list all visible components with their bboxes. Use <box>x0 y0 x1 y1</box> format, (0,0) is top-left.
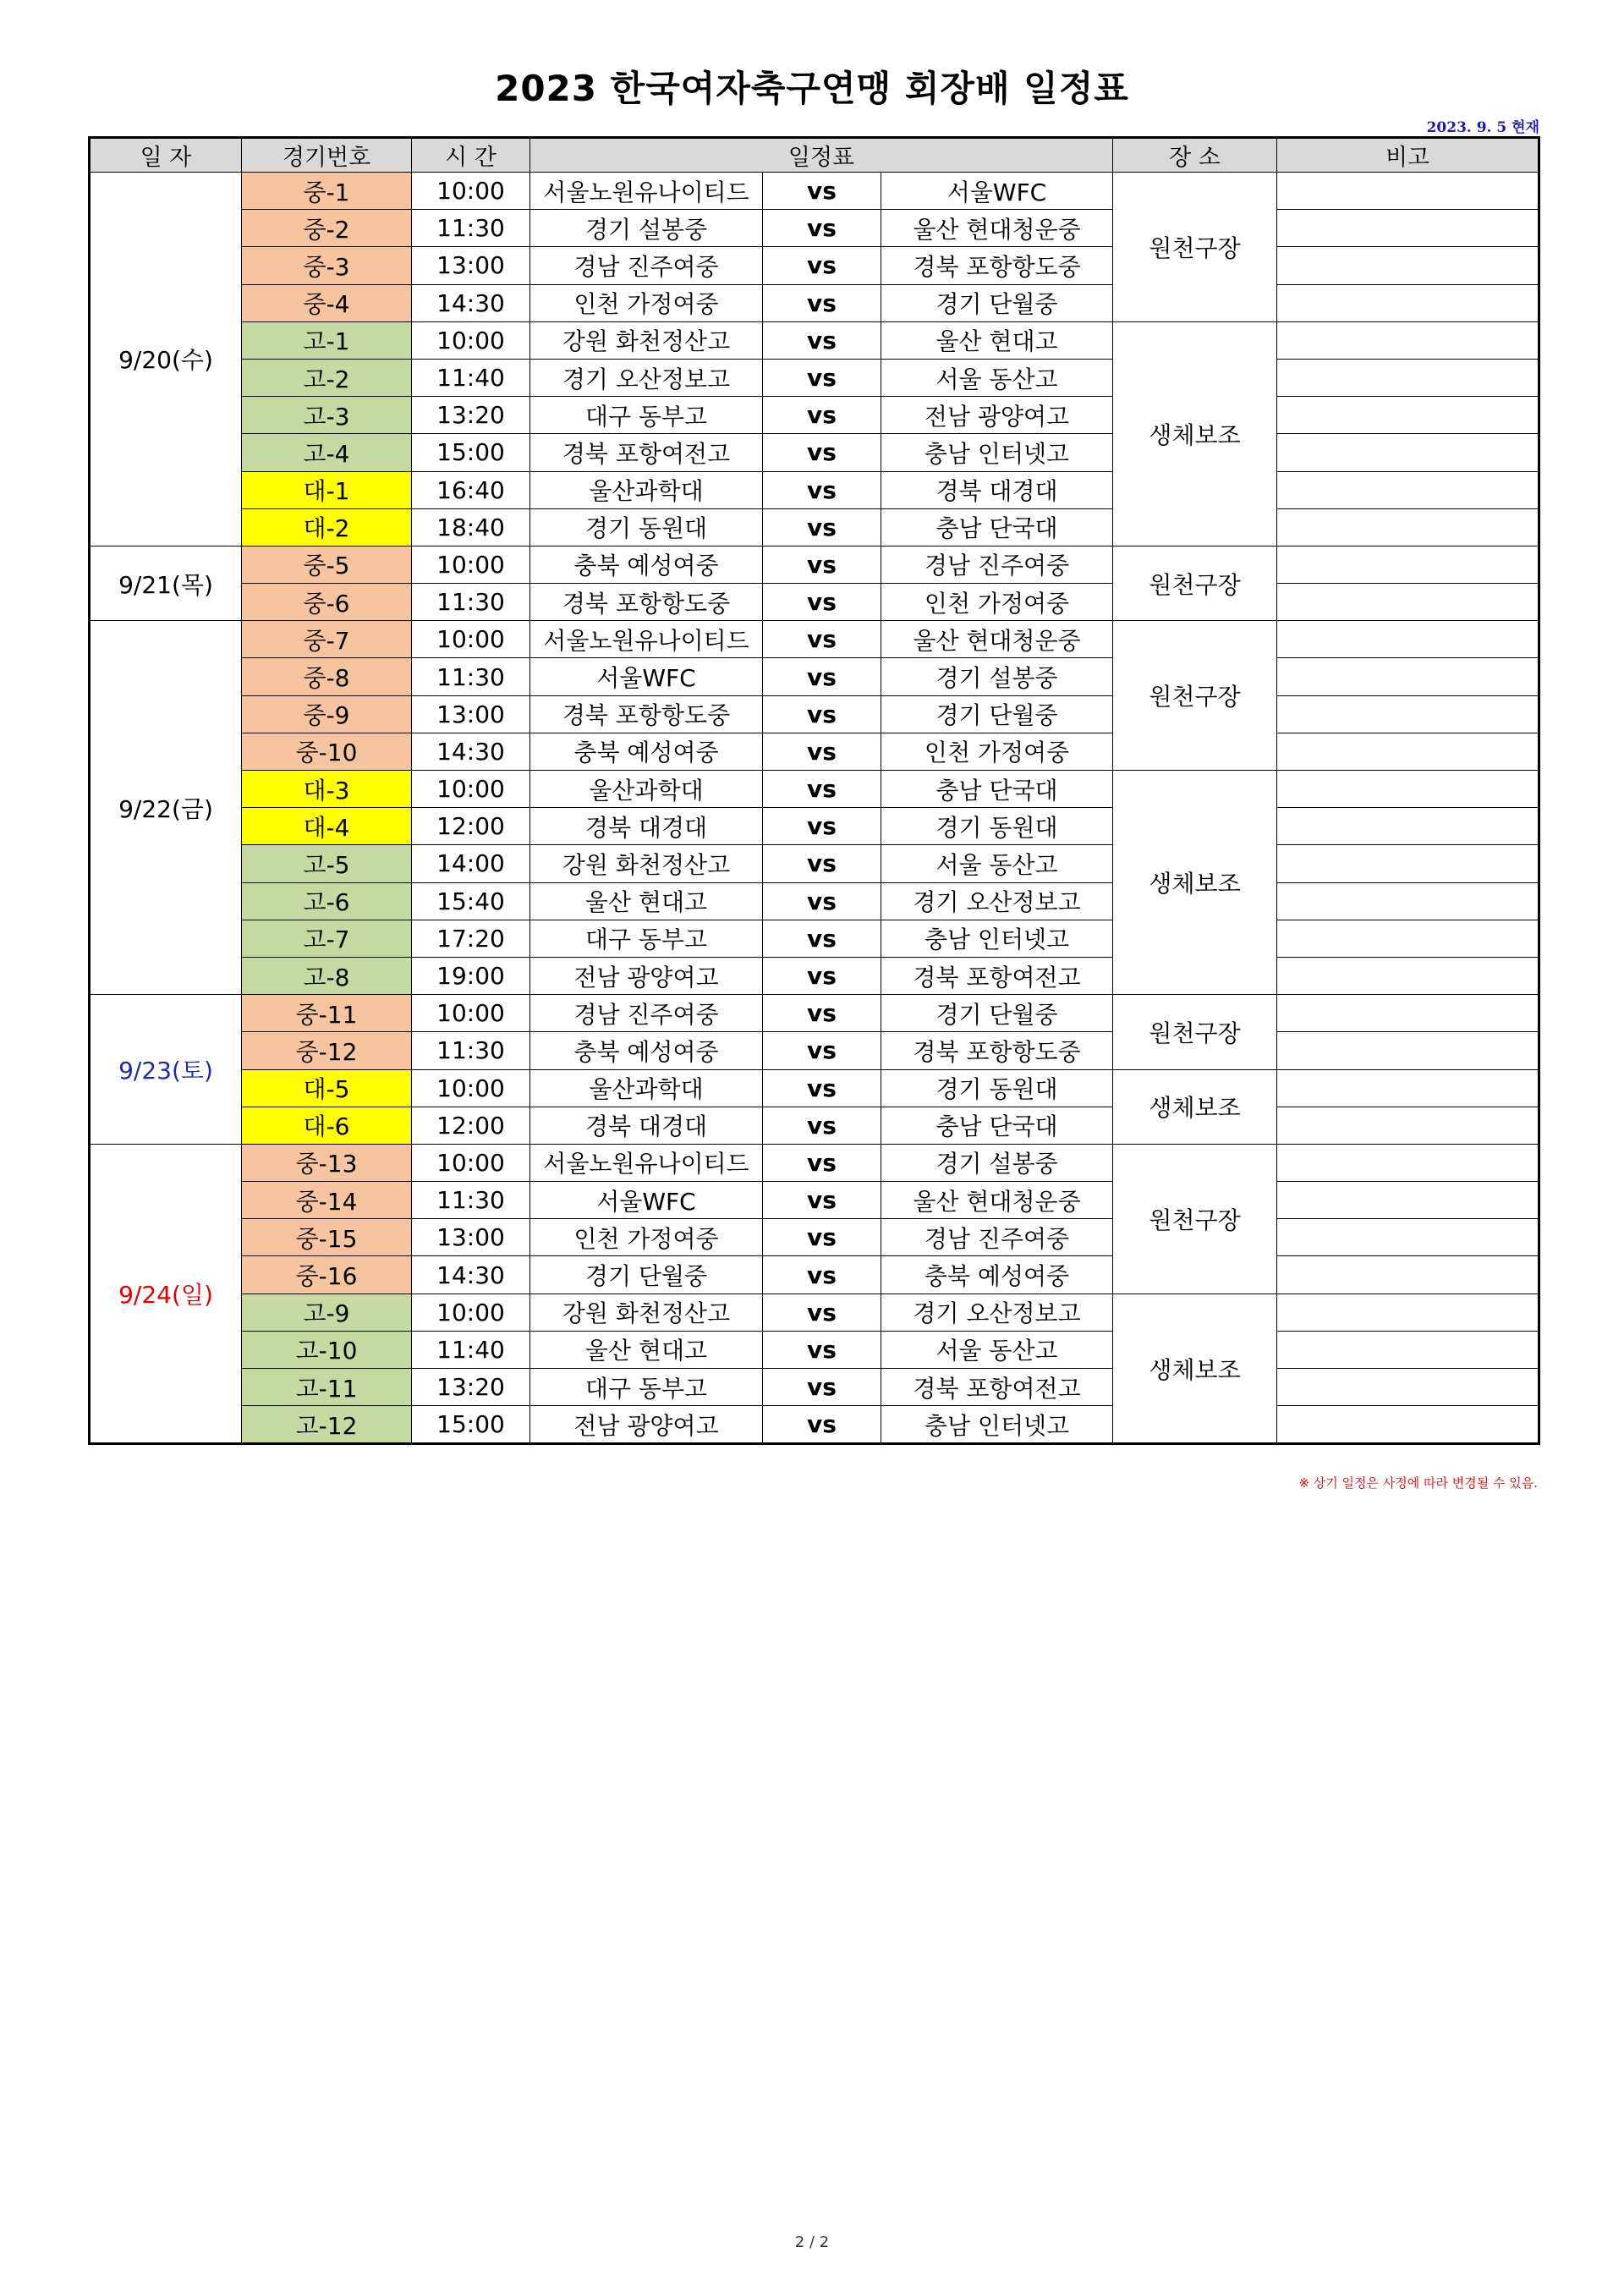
table-row <box>90 1107 1539 1144</box>
away-team: 충남 인터넷고 <box>881 1406 1113 1444</box>
venue-cell: 생체보조 <box>1113 1294 1277 1444</box>
home-team: 충북 예성여중 <box>530 733 763 770</box>
home-team: 서울WFC <box>530 658 763 695</box>
vs-label: vs <box>763 733 881 770</box>
away-team: 경남 진주여중 <box>881 546 1113 583</box>
home-team: 경남 진주여중 <box>530 247 763 284</box>
note-cell <box>1277 434 1539 471</box>
date-cell: 9/20(수) <box>90 173 242 547</box>
match-time: 14:30 <box>412 1256 530 1294</box>
note-cell <box>1277 845 1539 882</box>
away-team: 경기 설봉중 <box>881 1144 1113 1181</box>
note-cell <box>1277 1144 1539 1181</box>
home-team: 울산 현대고 <box>530 882 763 920</box>
match-number: 고-2 <box>242 359 412 396</box>
match-time: 15:40 <box>412 882 530 920</box>
date-cell: 9/23(토) <box>90 995 242 1145</box>
match-time: 15:00 <box>412 434 530 471</box>
date-cell: 9/22(금) <box>90 621 242 995</box>
away-team: 경기 오산정보고 <box>881 1294 1113 1331</box>
away-team: 충남 인터넷고 <box>881 434 1113 471</box>
match-time: 15:00 <box>412 1406 530 1444</box>
vs-label: vs <box>763 1069 881 1107</box>
home-team: 경남 진주여중 <box>530 995 763 1032</box>
note-cell <box>1277 1294 1539 1331</box>
note-cell <box>1277 621 1539 658</box>
home-team: 울산과학대 <box>530 471 763 508</box>
date-cell: 9/24(일) <box>90 1144 242 1444</box>
match-number: 중-7 <box>242 621 412 658</box>
match-time: 17:20 <box>412 920 530 957</box>
match-time: 11:40 <box>412 359 530 396</box>
away-team: 충남 단국대 <box>881 1107 1113 1144</box>
match-number: 중-16 <box>242 1256 412 1294</box>
home-team: 경북 포항항도중 <box>530 695 763 733</box>
match-number: 고-6 <box>242 882 412 920</box>
home-team: 충북 예성여중 <box>530 1032 763 1069</box>
match-time: 11:30 <box>412 1032 530 1069</box>
away-team: 울산 현대청운중 <box>881 1182 1113 1219</box>
match-time: 11:30 <box>412 584 530 621</box>
table-row <box>90 733 1539 770</box>
home-team: 경기 동원대 <box>530 508 763 546</box>
note-cell <box>1277 397 1539 434</box>
table-row <box>90 658 1539 695</box>
note-cell <box>1277 995 1539 1032</box>
note-cell <box>1277 584 1539 621</box>
match-number: 중-1 <box>242 173 412 210</box>
header-note: 비고 <box>1277 138 1539 173</box>
away-team: 충남 단국대 <box>881 771 1113 808</box>
vs-label: vs <box>763 1406 881 1444</box>
away-team: 울산 현대고 <box>881 321 1113 359</box>
match-number: 대-2 <box>242 508 412 546</box>
table-row <box>90 957 1539 994</box>
table-row <box>90 621 1539 658</box>
match-number: 중-10 <box>242 733 412 770</box>
vs-label: vs <box>763 321 881 359</box>
away-team: 경기 설봉중 <box>881 658 1113 695</box>
vs-label: vs <box>763 957 881 994</box>
table-row <box>90 995 1539 1032</box>
home-team: 강원 화천정산고 <box>530 1294 763 1331</box>
table-row <box>90 1219 1539 1256</box>
match-number: 중-14 <box>242 1182 412 1219</box>
match-number: 고-5 <box>242 845 412 882</box>
vs-label: vs <box>763 995 881 1032</box>
header-match-no: 경기번호 <box>242 138 412 173</box>
vs-label: vs <box>763 1107 881 1144</box>
vs-label: vs <box>763 771 881 808</box>
table-header-row <box>90 138 1539 173</box>
note-cell <box>1277 546 1539 583</box>
match-time: 14:00 <box>412 845 530 882</box>
match-time: 18:40 <box>412 508 530 546</box>
match-time: 13:00 <box>412 1219 530 1256</box>
vs-label: vs <box>763 508 881 546</box>
match-time: 10:00 <box>412 621 530 658</box>
note-cell <box>1277 1219 1539 1256</box>
away-team: 서울 동산고 <box>881 359 1113 396</box>
vs-label: vs <box>763 1256 881 1294</box>
table-row <box>90 771 1539 808</box>
match-time: 11:40 <box>412 1331 530 1368</box>
vs-label: vs <box>763 284 881 321</box>
away-team: 경기 단월중 <box>881 995 1113 1032</box>
table-row <box>90 471 1539 508</box>
match-number: 중-2 <box>242 210 412 247</box>
match-number: 중-13 <box>242 1144 412 1181</box>
match-time: 13:00 <box>412 247 530 284</box>
away-team: 경기 동원대 <box>881 808 1113 845</box>
match-time: 13:20 <box>412 1369 530 1406</box>
home-team: 경북 대경대 <box>530 1107 763 1144</box>
table-row <box>90 920 1539 957</box>
page-indicator: 2 / 2 <box>794 2233 830 2251</box>
home-team: 경북 대경대 <box>530 808 763 845</box>
match-time: 11:30 <box>412 658 530 695</box>
match-time: 13:00 <box>412 695 530 733</box>
away-team: 경기 오산정보고 <box>881 882 1113 920</box>
table-row <box>90 584 1539 621</box>
match-number: 중-5 <box>242 546 412 583</box>
footnote: ※ 상기 일정은 사정에 따라 변경될 수 있음. <box>1298 1475 1538 1491</box>
note-cell <box>1277 1256 1539 1294</box>
away-team: 인천 가정여중 <box>881 584 1113 621</box>
vs-label: vs <box>763 1032 881 1069</box>
note-cell <box>1277 247 1539 284</box>
away-team: 울산 현대청운중 <box>881 621 1113 658</box>
table-row <box>90 1032 1539 1069</box>
match-number: 고-8 <box>242 957 412 994</box>
vs-label: vs <box>763 210 881 247</box>
note-cell <box>1277 1369 1539 1406</box>
away-team: 경남 진주여중 <box>881 1219 1113 1256</box>
vs-label: vs <box>763 658 881 695</box>
match-time: 12:00 <box>412 1107 530 1144</box>
note-cell <box>1277 1182 1539 1219</box>
header-date: 일 자 <box>90 138 242 173</box>
table-row <box>90 1369 1539 1406</box>
note-cell <box>1277 471 1539 508</box>
away-team: 경북 포항항도중 <box>881 1032 1113 1069</box>
table-row <box>90 882 1539 920</box>
away-team: 경북 포항여전고 <box>881 957 1113 994</box>
venue-cell: 원천구장 <box>1113 546 1277 620</box>
match-number: 중-11 <box>242 995 412 1032</box>
table-row <box>90 359 1539 396</box>
match-number: 대-6 <box>242 1107 412 1144</box>
venue-cell: 원천구장 <box>1113 995 1277 1069</box>
table-row <box>90 845 1539 882</box>
table-row <box>90 546 1539 583</box>
table-row <box>90 1256 1539 1294</box>
note-cell <box>1277 1406 1539 1444</box>
note-cell <box>1277 1107 1539 1144</box>
match-time: 11:30 <box>412 210 530 247</box>
match-time: 19:00 <box>412 957 530 994</box>
note-cell <box>1277 957 1539 994</box>
match-number: 고-7 <box>242 920 412 957</box>
note-cell <box>1277 882 1539 920</box>
vs-label: vs <box>763 434 881 471</box>
home-team: 대구 동부고 <box>530 397 763 434</box>
table-row <box>90 1331 1539 1368</box>
note-cell <box>1277 173 1539 210</box>
home-team: 대구 동부고 <box>530 920 763 957</box>
schedule-table <box>88 136 1540 1445</box>
note-cell <box>1277 1032 1539 1069</box>
note-cell <box>1277 284 1539 321</box>
home-team: 대구 동부고 <box>530 1369 763 1406</box>
match-number: 중-6 <box>242 584 412 621</box>
match-time: 10:00 <box>412 995 530 1032</box>
away-team: 서울 동산고 <box>881 1331 1113 1368</box>
vs-label: vs <box>763 584 881 621</box>
table-row <box>90 210 1539 247</box>
note-cell <box>1277 1069 1539 1107</box>
match-number: 중-15 <box>242 1219 412 1256</box>
home-team: 인천 가정여중 <box>530 1219 763 1256</box>
match-time: 14:30 <box>412 733 530 770</box>
home-team: 전남 광양여고 <box>530 1406 763 1444</box>
note-cell <box>1277 1331 1539 1368</box>
away-team: 경기 동원대 <box>881 1069 1113 1107</box>
match-number: 대-5 <box>242 1069 412 1107</box>
vs-label: vs <box>763 920 881 957</box>
note-cell <box>1277 808 1539 845</box>
vs-label: vs <box>763 247 881 284</box>
table-row <box>90 173 1539 210</box>
match-time: 10:00 <box>412 771 530 808</box>
venue-cell: 생체보조 <box>1113 771 1277 995</box>
vs-label: vs <box>763 546 881 583</box>
table-row <box>90 1182 1539 1219</box>
home-team: 강원 화천정산고 <box>530 321 763 359</box>
match-number: 대-4 <box>242 808 412 845</box>
table-row <box>90 695 1539 733</box>
note-cell <box>1277 771 1539 808</box>
match-time: 16:40 <box>412 471 530 508</box>
match-number: 중-12 <box>242 1032 412 1069</box>
away-team: 서울WFC <box>881 173 1113 210</box>
match-number: 고-4 <box>242 434 412 471</box>
vs-label: vs <box>763 845 881 882</box>
vs-label: vs <box>763 882 881 920</box>
away-team: 울산 현대청운중 <box>881 210 1113 247</box>
home-team: 전남 광양여고 <box>530 957 763 994</box>
home-team: 경기 설봉중 <box>530 210 763 247</box>
match-time: 10:00 <box>412 1144 530 1181</box>
note-cell <box>1277 695 1539 733</box>
match-time: 11:30 <box>412 1182 530 1219</box>
match-number: 중-3 <box>242 247 412 284</box>
vs-label: vs <box>763 695 881 733</box>
match-time: 14:30 <box>412 284 530 321</box>
venue-cell: 원천구장 <box>1113 621 1277 771</box>
match-number: 고-3 <box>242 397 412 434</box>
table-row <box>90 508 1539 546</box>
page-title: 2023 한국여자축구연맹 회장배 일정표 <box>495 68 1129 109</box>
home-team: 서울노원유나이티드 <box>530 621 763 658</box>
note-cell <box>1277 920 1539 957</box>
note-cell <box>1277 508 1539 546</box>
note-cell <box>1277 210 1539 247</box>
vs-label: vs <box>763 1369 881 1406</box>
as-of-date: 2023. 9. 5 현재 <box>1426 119 1539 136</box>
match-number: 중-4 <box>242 284 412 321</box>
note-cell <box>1277 658 1539 695</box>
note-cell <box>1277 733 1539 770</box>
match-time: 12:00 <box>412 808 530 845</box>
away-team: 경기 단월중 <box>881 695 1113 733</box>
away-team: 경북 포항여전고 <box>881 1369 1113 1406</box>
schedule-body <box>90 173 1539 1444</box>
venue-cell: 원천구장 <box>1113 173 1277 322</box>
away-team: 경북 대경대 <box>881 471 1113 508</box>
home-team: 경북 포항항도중 <box>530 584 763 621</box>
header-venue: 장 소 <box>1113 138 1277 173</box>
vs-label: vs <box>763 397 881 434</box>
home-team: 경기 오산정보고 <box>530 359 763 396</box>
table-row <box>90 434 1539 471</box>
away-team: 충북 예성여중 <box>881 1256 1113 1294</box>
home-team: 서울WFC <box>530 1182 763 1219</box>
match-number: 고-1 <box>242 321 412 359</box>
vs-label: vs <box>763 471 881 508</box>
home-team: 강원 화천정산고 <box>530 845 763 882</box>
match-time: 10:00 <box>412 546 530 583</box>
match-number: 고-12 <box>242 1406 412 1444</box>
vs-label: vs <box>763 1331 881 1368</box>
home-team: 경기 단월중 <box>530 1256 763 1294</box>
vs-label: vs <box>763 173 881 210</box>
match-time: 10:00 <box>412 321 530 359</box>
match-time: 13:20 <box>412 397 530 434</box>
home-team: 인천 가정여중 <box>530 284 763 321</box>
home-team: 경북 포항여전고 <box>530 434 763 471</box>
vs-label: vs <box>763 621 881 658</box>
home-team: 충북 예성여중 <box>530 546 763 583</box>
table-row <box>90 1069 1539 1107</box>
home-team: 울산과학대 <box>530 1069 763 1107</box>
table-row <box>90 247 1539 284</box>
vs-label: vs <box>763 359 881 396</box>
away-team: 인천 가정여중 <box>881 733 1113 770</box>
match-number: 고-10 <box>242 1331 412 1368</box>
header-time: 시 간 <box>412 138 530 173</box>
match-time: 10:00 <box>412 173 530 210</box>
match-time: 10:00 <box>412 1069 530 1107</box>
match-number: 중-8 <box>242 658 412 695</box>
note-cell <box>1277 359 1539 396</box>
home-team: 서울노원유나이티드 <box>530 1144 763 1181</box>
venue-cell: 원천구장 <box>1113 1144 1277 1294</box>
away-team: 전남 광양여고 <box>881 397 1113 434</box>
away-team: 서울 동산고 <box>881 845 1113 882</box>
table-row <box>90 1144 1539 1181</box>
match-number: 대-3 <box>242 771 412 808</box>
venue-cell: 생체보조 <box>1113 1069 1277 1144</box>
table-row <box>90 1406 1539 1444</box>
match-number: 고-11 <box>242 1369 412 1406</box>
vs-label: vs <box>763 1144 881 1181</box>
away-team: 충남 인터넷고 <box>881 920 1113 957</box>
table-row <box>90 808 1539 845</box>
date-cell: 9/21(목) <box>90 546 242 620</box>
away-team: 경북 포항항도중 <box>881 247 1113 284</box>
table-row <box>90 1294 1539 1331</box>
header-schedule: 일정표 <box>530 138 1113 173</box>
away-team: 충남 단국대 <box>881 508 1113 546</box>
match-number: 고-9 <box>242 1294 412 1331</box>
table-row <box>90 321 1539 359</box>
vs-label: vs <box>763 1219 881 1256</box>
table-row <box>90 284 1539 321</box>
table-row <box>90 397 1539 434</box>
match-number: 대-1 <box>242 471 412 508</box>
note-cell <box>1277 321 1539 359</box>
vs-label: vs <box>763 1294 881 1331</box>
venue-cell: 생체보조 <box>1113 321 1277 546</box>
match-number: 중-9 <box>242 695 412 733</box>
home-team: 서울노원유나이티드 <box>530 173 763 210</box>
away-team: 경기 단월중 <box>881 284 1113 321</box>
home-team: 울산과학대 <box>530 771 763 808</box>
match-time: 10:00 <box>412 1294 530 1331</box>
home-team: 울산 현대고 <box>530 1331 763 1368</box>
vs-label: vs <box>763 808 881 845</box>
vs-label: vs <box>763 1182 881 1219</box>
